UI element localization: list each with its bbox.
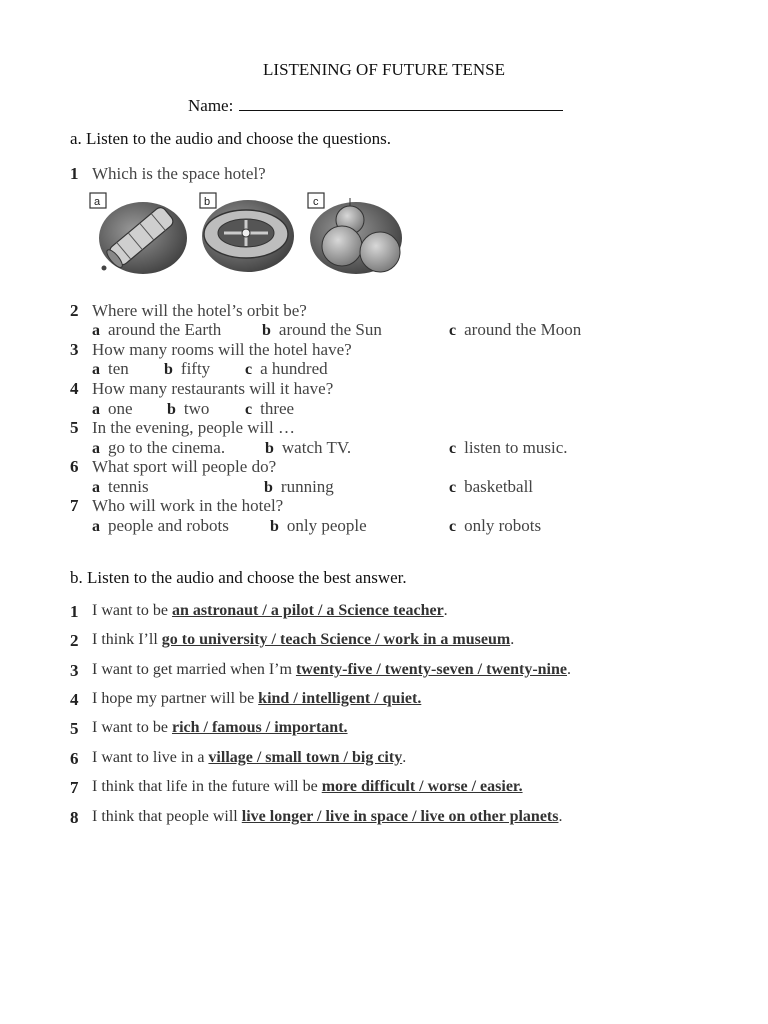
option-b[interactable]: b fifty [164, 359, 211, 378]
name-blank-line[interactable] [239, 94, 563, 111]
question-number: 5 [70, 418, 79, 437]
picture-c[interactable] [308, 193, 402, 274]
question-number: 2 [70, 301, 79, 320]
option-b[interactable]: b watch TV. [265, 438, 352, 457]
option-c[interactable]: c listen to music. [449, 438, 568, 457]
question-1 [70, 164, 79, 184]
question-number: 1 [70, 164, 79, 183]
sentence-item: I want to be an astronaut / a pilot / a Science teacher. [92, 602, 448, 619]
question-number: 7 [70, 496, 79, 515]
option-b[interactable]: b running [264, 477, 334, 496]
option-a[interactable]: a go to the cinema. [92, 438, 226, 457]
page-title: LISTENING OF FUTURE TENSE [263, 60, 505, 79]
item-number: 3 [70, 661, 79, 680]
sentence-item: I want to be rich / famous / important. [92, 719, 348, 736]
answer-choices[interactable]: twenty-five / twenty-seven / twenty-nine [295, 661, 567, 678]
picture-c-label: c [313, 196, 319, 208]
answer-choices[interactable]: live longer / live in space / live on other planets [241, 808, 559, 825]
sentence-item: I want to get married when I’m twenty-five / twenty-seven / twenty-nine. [92, 661, 571, 678]
picture-a-label: a [94, 196, 101, 208]
answer-choices[interactable]: kind / intelligent / quiet. [258, 690, 422, 707]
option-a[interactable]: a around the Earth [92, 320, 222, 339]
name-row [188, 94, 563, 116]
option-a[interactable]: a ten [92, 359, 129, 378]
section-a-instruction: a. Listen to the audio and choose the questions. [70, 129, 392, 148]
sentence-item: I think that life in the future will be more difficult / worse / easier. [92, 778, 523, 795]
sentence-item: I think that people will live longer / live in space / live on other planets. [92, 808, 563, 825]
item-number: 1 [70, 602, 79, 621]
question-text: Where will the hotel’s orbit be? [92, 301, 307, 320]
option-b[interactable]: b only people [270, 516, 367, 535]
option-c[interactable]: c three [245, 399, 295, 418]
option-a[interactable]: a one [92, 399, 133, 418]
item-number: 2 [70, 631, 79, 650]
section-b-instruction: b. Listen to the audio and choose the best answer. [70, 568, 407, 587]
item-number: 8 [70, 808, 79, 827]
option-a[interactable]: a tennis [92, 477, 149, 496]
question-text: What sport will people do? [92, 457, 277, 476]
answer-choices[interactable]: go to university / teach Science / work in a museum [161, 631, 511, 648]
question-number: 6 [70, 457, 79, 476]
item-number: 7 [70, 778, 79, 797]
picture-a[interactable] [90, 193, 187, 274]
option-b[interactable]: b around the Sun [262, 320, 382, 339]
sentence-item: I hope my partner will be kind / intelligent / quiet. [92, 690, 422, 707]
option-c[interactable]: c only robots [449, 516, 542, 535]
item-number: 5 [70, 719, 79, 738]
question-text: In the evening, people will … [92, 418, 296, 437]
question-number: 3 [70, 340, 79, 359]
answer-choices[interactable]: an astronaut / a pilot / a Science teacher [171, 602, 444, 619]
answer-choices[interactable]: rich / famous / important. [171, 719, 348, 736]
option-c[interactable]: c basketball [449, 477, 534, 496]
picture-b-label: b [204, 196, 211, 208]
answer-choices[interactable]: village / small town / big city [208, 749, 403, 766]
sentence-item: I think I’ll go to university / teach Science / work in a museum. [92, 631, 515, 648]
item-number: 6 [70, 749, 79, 768]
question-text: Who will work in the hotel? [92, 496, 284, 515]
question-1-text: Which is the space hotel? [92, 164, 266, 183]
space-hotel-pictures [88, 190, 418, 282]
option-a[interactable]: a people and robots [92, 516, 229, 535]
picture-b[interactable] [200, 193, 294, 272]
item-number: 4 [70, 690, 79, 709]
question-text: How many restaurants will it have? [92, 379, 334, 398]
option-c[interactable]: c a hundred [245, 359, 328, 378]
answer-choices[interactable]: more difficult / worse / easier. [321, 778, 523, 795]
question-text: How many rooms will the hotel have? [92, 340, 352, 359]
option-b[interactable]: b two [167, 399, 210, 418]
name-label: Name: [188, 96, 234, 115]
option-c[interactable]: c around the Moon [449, 320, 582, 339]
question-number: 4 [70, 379, 79, 398]
sentence-item: I want to live in a village / small town / big city. [92, 749, 407, 766]
